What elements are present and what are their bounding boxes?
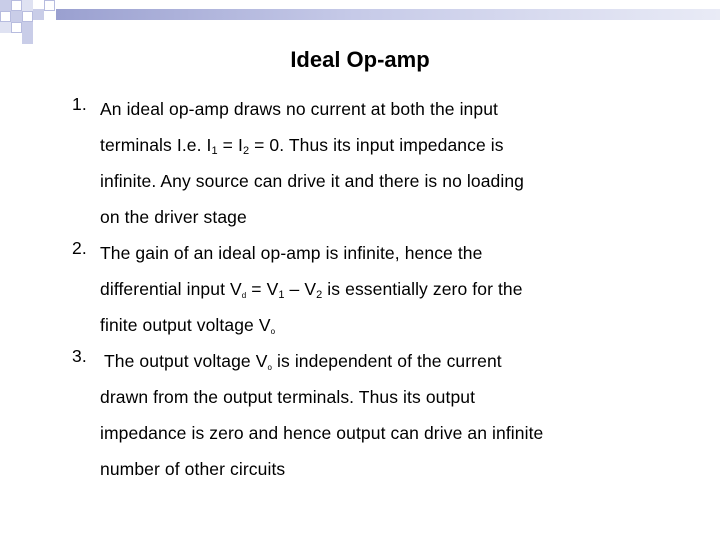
point-line: infinite. Any source can drive it and there is no loading bbox=[100, 171, 525, 191]
deco-square bbox=[22, 33, 33, 44]
subscript: o bbox=[270, 327, 276, 336]
point-line bbox=[72, 130, 692, 166]
header-decoration bbox=[0, 0, 720, 48]
deco-square bbox=[11, 11, 22, 22]
list-item-number: 2. bbox=[72, 238, 87, 258]
deco-square bbox=[11, 22, 22, 33]
list-item bbox=[72, 238, 692, 346]
point-line: impedance is zero and hence output can drive an infinite bbox=[100, 423, 544, 443]
text-run: finite output voltage V bbox=[100, 315, 271, 335]
text-run: is independent of the current bbox=[272, 351, 502, 371]
subscript: 2 bbox=[242, 145, 250, 157]
list-item bbox=[72, 94, 692, 238]
point-line: An ideal op-amp draws no current at both the input bbox=[100, 99, 499, 119]
subscript: 1 bbox=[278, 289, 285, 301]
point-line: number of other circuits bbox=[100, 459, 286, 479]
subscript: d bbox=[241, 291, 247, 300]
deco-square bbox=[22, 22, 33, 33]
list-item-number: 1. bbox=[72, 94, 87, 114]
deco-square bbox=[33, 9, 44, 20]
deco-square bbox=[0, 22, 11, 33]
text-run: = 0. Thus its input impedance is bbox=[249, 135, 504, 155]
subscript: o bbox=[267, 363, 273, 372]
deco-square bbox=[44, 0, 55, 11]
text-run: = I bbox=[217, 135, 243, 155]
point-list bbox=[72, 94, 692, 490]
header-gradient-bar bbox=[56, 9, 720, 20]
text-run: – V bbox=[284, 279, 317, 299]
deco-square bbox=[0, 11, 11, 22]
deco-square bbox=[11, 0, 22, 11]
point-line bbox=[72, 310, 692, 346]
slide-title-text: Ideal Op-amp bbox=[290, 47, 430, 72]
text-run: terminals I.e. I bbox=[100, 135, 212, 155]
list-item bbox=[72, 346, 692, 490]
text-run: is essentially zero for the bbox=[322, 279, 523, 299]
slide-title bbox=[0, 46, 720, 74]
deco-square bbox=[22, 0, 33, 11]
deco-square bbox=[22, 11, 33, 22]
text-run: differential input V bbox=[100, 279, 242, 299]
point-line: The gain of an ideal op-amp is infinite, hence the bbox=[100, 243, 483, 263]
list-item-number: 3. bbox=[72, 346, 87, 366]
text-run: The output voltage V bbox=[104, 351, 268, 371]
text-run: = V bbox=[246, 279, 279, 299]
point-line bbox=[72, 274, 692, 310]
subscript: 2 bbox=[316, 289, 323, 301]
point-line bbox=[72, 346, 692, 382]
point-line: on the driver stage bbox=[100, 207, 247, 227]
point-line: drawn from the output terminals. Thus its output bbox=[100, 387, 476, 407]
deco-square bbox=[0, 0, 11, 11]
subscript: 1 bbox=[211, 145, 218, 157]
